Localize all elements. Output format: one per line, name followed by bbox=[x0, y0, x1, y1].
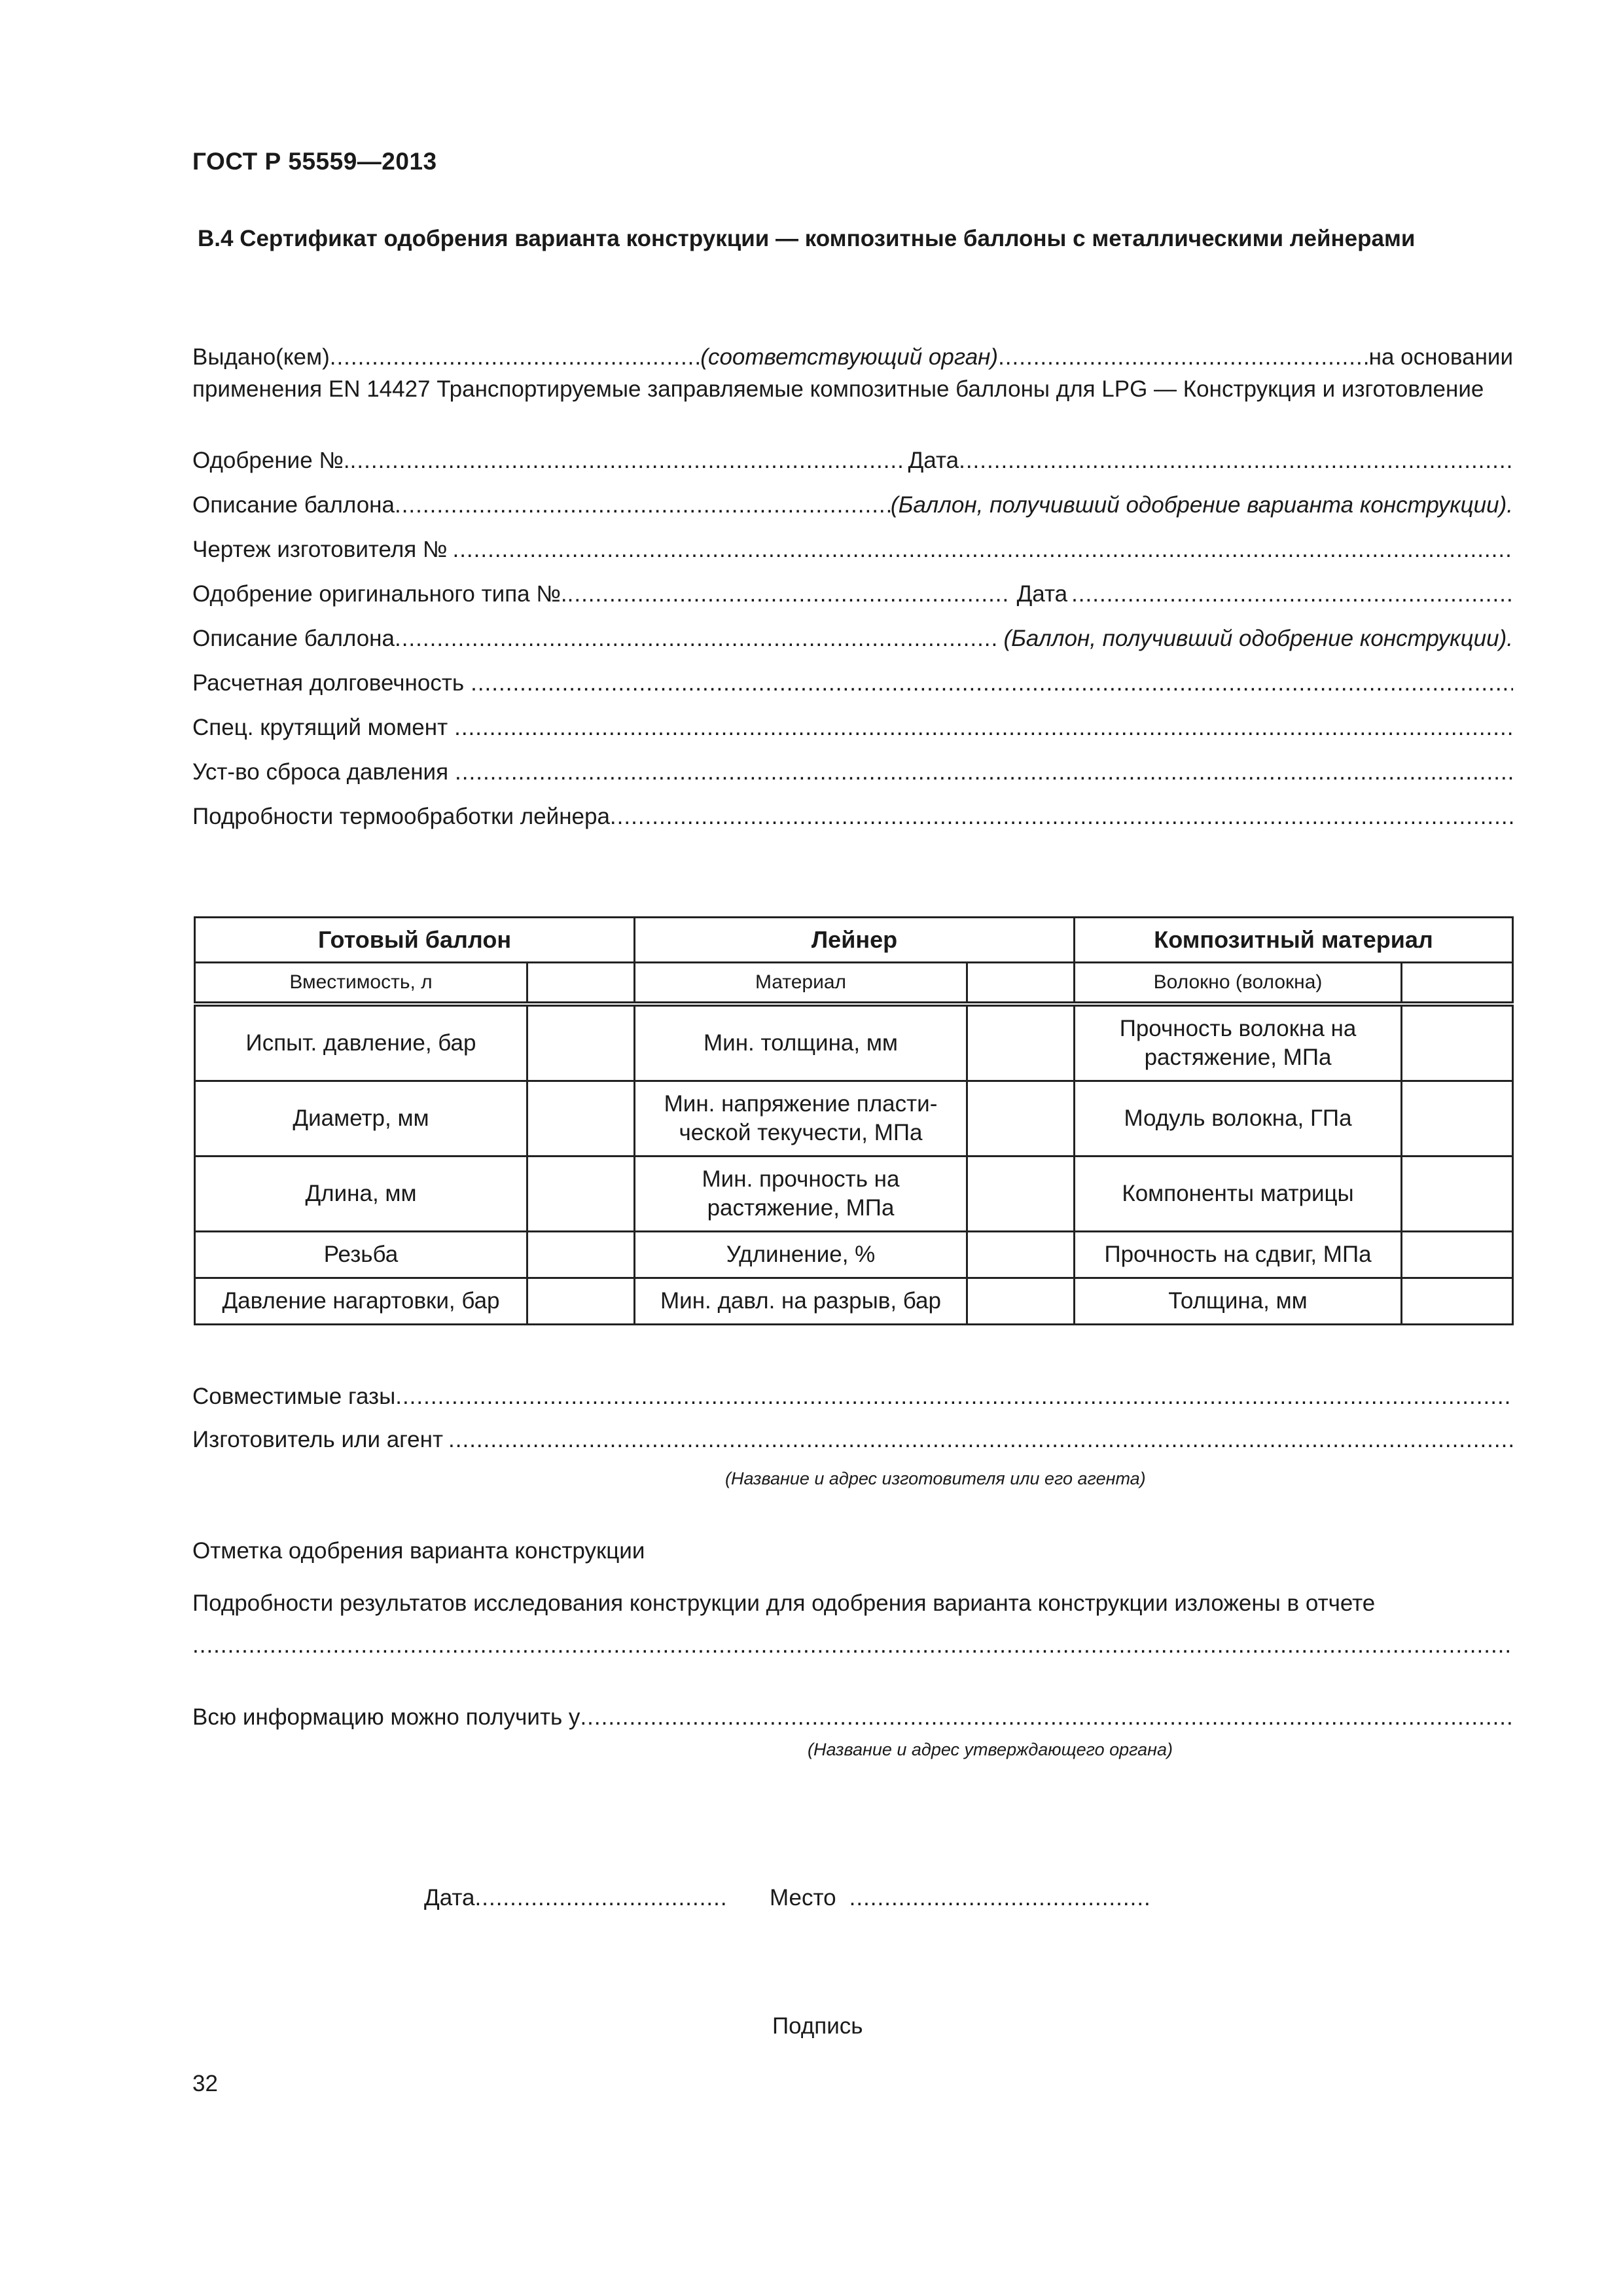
signature-label: Подпись bbox=[772, 2013, 863, 2039]
original-type-label: Одобрение оригинального типа №. bbox=[192, 581, 567, 607]
row-label: Мин. прочность на растяжение, МПа bbox=[635, 1157, 967, 1232]
manufacturer-line bbox=[192, 1427, 1513, 1457]
fill-dots[interactable] bbox=[192, 1632, 1513, 1659]
cylinder-desc-note-2: (Баллон, получивший одобрение конструкции). bbox=[1003, 626, 1513, 651]
original-type-line bbox=[192, 581, 1513, 611]
manufacturer-label: Изготовитель или агент bbox=[192, 1427, 444, 1452]
specification-table bbox=[194, 916, 1514, 1325]
cylinder-desc-label: Описание баллона bbox=[192, 492, 395, 518]
row-label: Резьба bbox=[195, 1232, 527, 1278]
value-cell[interactable] bbox=[967, 1232, 1075, 1278]
service-life-label: Расчетная долговечность bbox=[192, 670, 465, 696]
info-label: Всю информацию можно получить у bbox=[192, 1704, 580, 1730]
table-row bbox=[195, 1081, 1513, 1157]
value-cell[interactable] bbox=[1402, 1157, 1513, 1232]
fill-dots[interactable] bbox=[998, 344, 1369, 370]
value-cell[interactable] bbox=[967, 1081, 1075, 1157]
value-cell[interactable] bbox=[527, 1004, 635, 1081]
fill-dots[interactable] bbox=[1071, 581, 1513, 607]
torque-line bbox=[192, 715, 1513, 745]
heat-line bbox=[192, 804, 1513, 834]
service-life-line bbox=[192, 670, 1513, 700]
value-cell[interactable] bbox=[1402, 1081, 1513, 1157]
header-composite: Композитный материал bbox=[1075, 918, 1513, 963]
row-label: Мин. толщина, мм bbox=[635, 1004, 967, 1081]
row-label: Толщина, мм bbox=[1075, 1278, 1402, 1325]
value-cell[interactable] bbox=[527, 1157, 635, 1232]
heat-label: Подробности термообработки лейнера bbox=[192, 804, 610, 829]
date-label: Дата bbox=[908, 448, 959, 473]
basis-text: на основании bbox=[1368, 344, 1514, 370]
fill-dots[interactable] bbox=[610, 804, 1513, 830]
row-label: Удлинение, % bbox=[635, 1232, 967, 1278]
row-label: Мин. напряжение пласти-ческой текучести, МПа bbox=[635, 1081, 967, 1157]
row-label: Мин. давл. на разрыв, бар bbox=[635, 1278, 967, 1325]
issued-continuation: применения EN 14427 Транспортируемые заправляемые композитные баллоны для LPG — Конструкция и изготовление bbox=[192, 376, 1484, 402]
fill-dots[interactable] bbox=[395, 626, 1000, 652]
row-label: Давление нагартовки, бар bbox=[195, 1278, 527, 1325]
table-row bbox=[195, 1004, 1513, 1081]
details-text: Подробности результатов исследования конструкции для одобрения варианта конструкции изложены в отчете bbox=[192, 1590, 1376, 1616]
value-cell[interactable] bbox=[967, 963, 1075, 1005]
fill-dots[interactable] bbox=[452, 537, 1513, 563]
subheader-material: Материал bbox=[635, 963, 967, 1005]
torque-label: Спец. крутящий момент bbox=[192, 715, 448, 740]
table-subheader-row bbox=[195, 963, 1513, 1005]
subheader-fiber: Волокно (волокна) bbox=[1075, 963, 1402, 1005]
issued-line bbox=[192, 344, 1513, 374]
issued-label: Выдано(кем) bbox=[192, 344, 330, 370]
details-dots-line bbox=[192, 1632, 1513, 1662]
approval-mark: Отметка одобрения варианта конструкции bbox=[192, 1538, 645, 1564]
value-cell[interactable] bbox=[967, 1157, 1075, 1232]
date-signature-line bbox=[424, 1885, 725, 1915]
fill-dots[interactable] bbox=[395, 492, 891, 518]
row-label: Диаметр, мм bbox=[195, 1081, 527, 1157]
place-label: Место bbox=[770, 1885, 836, 1910]
value-cell[interactable] bbox=[967, 1004, 1075, 1081]
approval-line bbox=[192, 448, 1513, 478]
header-finished-cylinder: Готовый баллон bbox=[195, 918, 635, 963]
table-row bbox=[195, 1278, 1513, 1325]
relief-line bbox=[192, 759, 1513, 789]
place-line bbox=[770, 1885, 1149, 1915]
subheader-capacity: Вместимость, л bbox=[195, 963, 527, 1005]
cylinder-desc-line-2 bbox=[192, 626, 1513, 656]
section-title: В.4 Сертификат одобрения варианта конструкции — композитные баллоны с металлическими лейнерами bbox=[198, 226, 1416, 251]
standard-number: ГОСТ Р 55559—2013 bbox=[192, 148, 437, 175]
value-cell[interactable] bbox=[1402, 1232, 1513, 1278]
row-label: Испыт. давление, бар bbox=[195, 1004, 527, 1081]
table-row bbox=[195, 1232, 1513, 1278]
value-cell[interactable] bbox=[1402, 1004, 1513, 1081]
fill-dots[interactable] bbox=[350, 448, 904, 474]
gases-label: Совместимые газы bbox=[192, 1384, 396, 1409]
info-line bbox=[192, 1704, 1513, 1734]
relief-label: Уст-во сброса давления bbox=[192, 759, 449, 785]
cylinder-desc-line-1 bbox=[192, 492, 1513, 522]
manufacturer-note: (Название и адрес изготовителя или его агента) bbox=[725, 1469, 1146, 1488]
value-cell[interactable] bbox=[527, 1278, 635, 1325]
value-cell[interactable] bbox=[967, 1278, 1075, 1325]
authority-note: (соответствующий орган) bbox=[700, 344, 999, 370]
fill-dots[interactable] bbox=[330, 344, 701, 370]
row-label: Прочность на сдвиг, МПа bbox=[1075, 1232, 1402, 1278]
fill-dots[interactable] bbox=[959, 448, 1513, 474]
row-label: Прочность волокна на растяжение, МПа bbox=[1075, 1004, 1402, 1081]
gases-line bbox=[192, 1384, 1513, 1414]
page-number: 32 bbox=[192, 2071, 218, 2096]
row-label: Модуль волокна, ГПа bbox=[1075, 1081, 1402, 1157]
cylinder-desc-note: (Баллон, получивший одобрение варианта конструкции). bbox=[890, 492, 1513, 518]
drawing-line bbox=[192, 537, 1513, 567]
row-label: Длина, мм bbox=[195, 1157, 527, 1232]
fill-dots[interactable] bbox=[395, 1384, 1513, 1410]
fill-dots[interactable] bbox=[448, 1427, 1513, 1453]
value-cell[interactable] bbox=[527, 1232, 635, 1278]
cylinder-desc-label-2: Описание баллона bbox=[192, 626, 395, 651]
drawing-label: Чертеж изготовителя № bbox=[192, 537, 448, 562]
value-cell[interactable] bbox=[527, 963, 635, 1005]
table-row bbox=[195, 1157, 1513, 1232]
value-cell[interactable] bbox=[1402, 1278, 1513, 1325]
fill-dots[interactable] bbox=[454, 715, 1513, 741]
fill-dots[interactable] bbox=[580, 1704, 1513, 1731]
fill-dots[interactable] bbox=[567, 581, 1009, 607]
fill-dots[interactable] bbox=[475, 1885, 725, 1911]
fill-dots[interactable] bbox=[455, 759, 1513, 785]
info-note: (Название и адрес утверждающего органа) bbox=[808, 1740, 1173, 1759]
header-liner: Лейнер bbox=[635, 918, 1075, 963]
value-cell[interactable] bbox=[527, 1081, 635, 1157]
footer-date-label: Дата bbox=[424, 1885, 475, 1910]
fill-dots[interactable] bbox=[471, 670, 1513, 696]
approval-label: Одобрение №. bbox=[192, 448, 350, 473]
date2-label: Дата bbox=[1016, 581, 1068, 607]
value-cell[interactable] bbox=[1402, 963, 1513, 1005]
table-header-row bbox=[195, 918, 1513, 963]
row-label: Компоненты матрицы bbox=[1075, 1157, 1402, 1232]
fill-dots[interactable] bbox=[849, 1885, 1149, 1911]
